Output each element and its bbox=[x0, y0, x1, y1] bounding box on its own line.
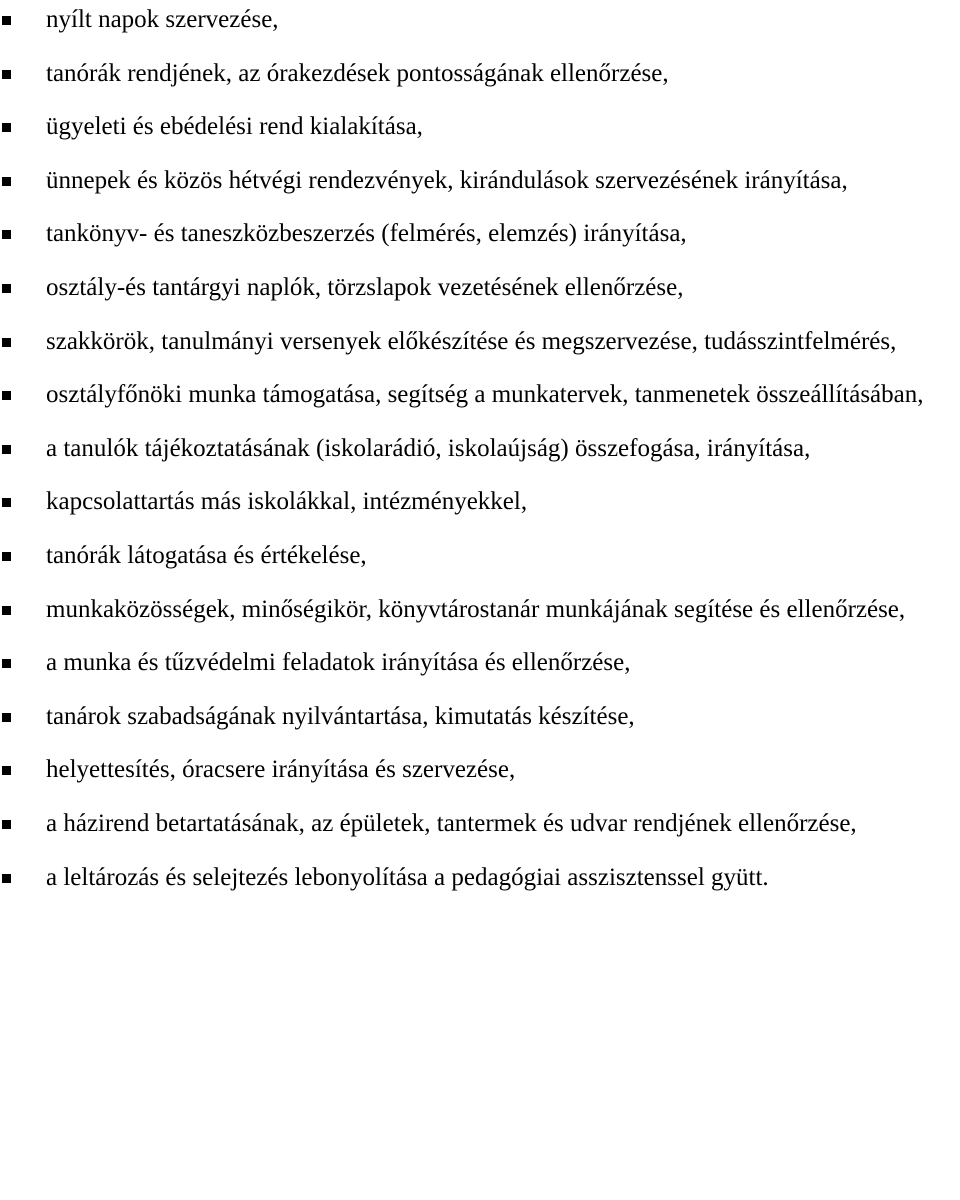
list-item-text: munkaközösségek, minőségikör, könyvtárostanár munkájának segítése és ellenőrzése, bbox=[46, 595, 906, 623]
list-item bbox=[0, 743, 956, 797]
list-item-text: tankönyv- és taneszközbeszerzés (felmérés, elemzés) irányítása, bbox=[46, 220, 687, 248]
square-bullet-icon bbox=[2, 284, 11, 293]
list-item bbox=[0, 261, 956, 315]
list-item-text: kapcsolattartás más iskolákkal, intézményekkel, bbox=[46, 488, 528, 516]
list-item bbox=[0, 100, 956, 154]
list-item-text: nyílt napok szervezése, bbox=[46, 6, 279, 33]
list-item-text: szakkörök, tanulmányi versenyek előkészítése és megszervezése, tudásszintfelmérés, bbox=[46, 327, 897, 355]
square-bullet-icon bbox=[2, 820, 11, 829]
list-item-text: helyettesítés, óracsere irányítása és szervezése, bbox=[46, 756, 516, 784]
list-item bbox=[0, 315, 956, 369]
list-item bbox=[0, 636, 956, 690]
list-item-text: osztály-és tantárgyi naplók, törzslapok vezetésének ellenőrzése, bbox=[46, 273, 684, 301]
list-item bbox=[0, 851, 956, 905]
list-item-text: a házirend betartatásának, az épületek, tantermek és udvar rendjének ellenőrzése, bbox=[46, 809, 857, 837]
list-item bbox=[0, 0, 956, 47]
list-item bbox=[0, 422, 956, 476]
square-bullet-icon bbox=[2, 713, 11, 722]
square-bullet-icon bbox=[2, 766, 11, 775]
square-bullet-icon bbox=[2, 123, 11, 132]
list-item bbox=[0, 475, 956, 529]
list-item-text: ünnepek és közös hétvégi rendezvények, kirándulások szervezésének irányítása, bbox=[46, 166, 848, 194]
square-bullet-icon bbox=[2, 177, 11, 186]
list-item-text: tanórák rendjének, az órakezdések pontosságának ellenőrzése, bbox=[46, 59, 669, 87]
square-bullet-icon bbox=[2, 391, 11, 400]
list-item-text: a munka és tűzvédelmi feladatok irányítása és ellenőrzése, bbox=[46, 649, 631, 677]
list-item-text: osztályfőnöki munka támogatása, segítség a munkatervek, tanmenetek összeállításában, bbox=[46, 381, 924, 409]
square-bullet-icon bbox=[2, 874, 11, 883]
list-item bbox=[0, 690, 956, 744]
list-item-text: ügyeleti és ebédelési rend kialakítása, bbox=[46, 113, 423, 141]
list-item bbox=[0, 207, 956, 261]
list-item-text: tanárok szabadságának nyilvántartása, kimutatás készítése, bbox=[46, 702, 635, 730]
square-bullet-icon bbox=[2, 659, 11, 668]
square-bullet-icon bbox=[2, 338, 11, 347]
square-bullet-icon bbox=[2, 70, 11, 79]
square-bullet-icon bbox=[2, 552, 11, 561]
square-bullet-icon bbox=[2, 230, 11, 239]
list-item-text: tanórák látogatása és értékelése, bbox=[46, 541, 367, 569]
square-bullet-icon bbox=[2, 606, 11, 615]
square-bullet-icon bbox=[2, 16, 11, 25]
list-item-text: a tanulók tájékoztatásának (iskolarádió, iskolaújság) összefogása, irányítása, bbox=[46, 434, 811, 462]
square-bullet-icon bbox=[2, 498, 11, 507]
list-item bbox=[0, 529, 956, 583]
list-item bbox=[0, 797, 956, 851]
list-item-text: a leltározás és selejtezés lebonyolítása a pedagógiai asszisztenssel gyütt. bbox=[46, 863, 769, 891]
list-item bbox=[0, 154, 956, 208]
list-item bbox=[0, 583, 956, 637]
square-bullet-icon bbox=[2, 445, 11, 454]
list-item bbox=[0, 47, 956, 101]
list-item bbox=[0, 368, 956, 422]
